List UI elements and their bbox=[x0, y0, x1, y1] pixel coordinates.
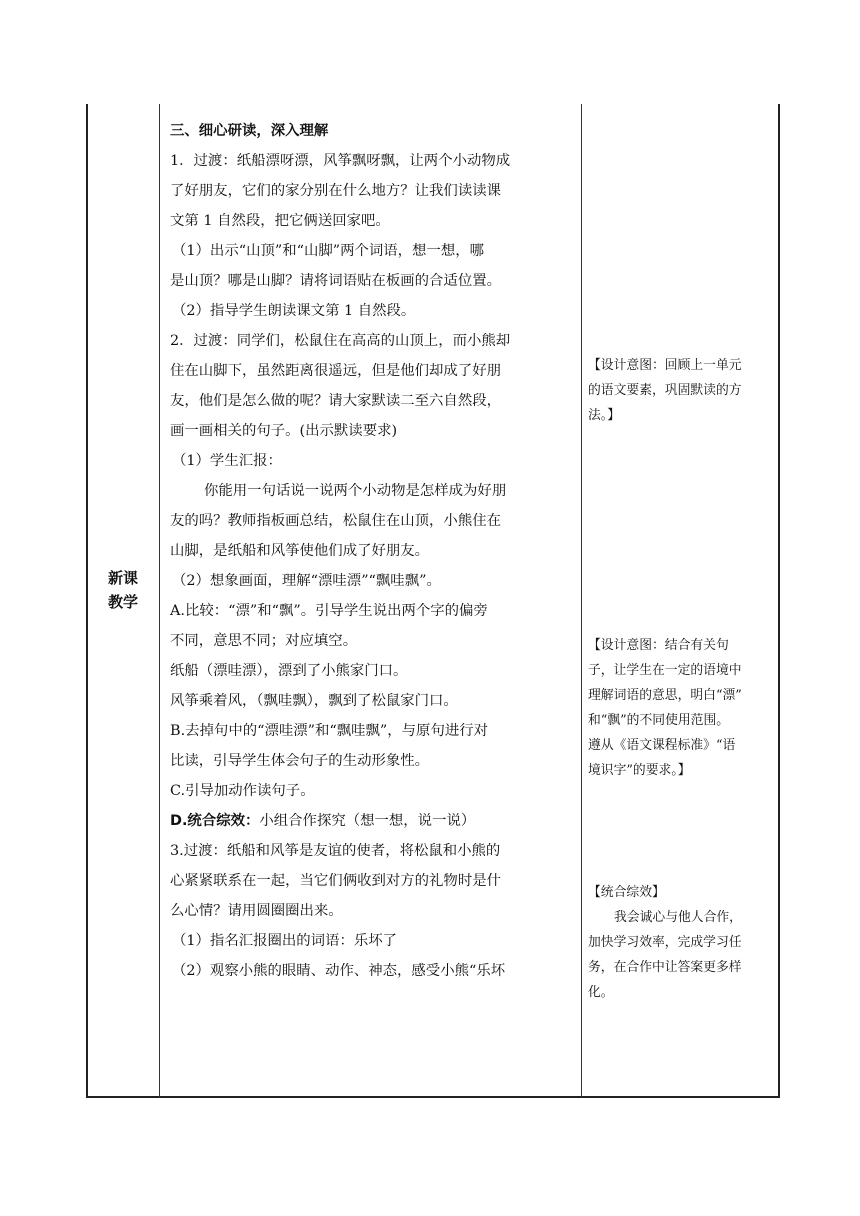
note-line: 我会诚心与他人合作， bbox=[614, 910, 742, 925]
text-line: （1）学生汇报： bbox=[172, 453, 282, 469]
text-line: 友的吗？教师指板画总结，松鼠住在山顶，小熊住在 bbox=[170, 513, 501, 529]
section-label bbox=[88, 566, 158, 614]
text-line: B.去掉句中的“漂哇漂”和“飘哇飘”，与原句进行对 bbox=[170, 723, 489, 739]
note-line: 【设计意图：回顾上一单元 bbox=[588, 358, 742, 373]
design-note-1 bbox=[588, 353, 776, 428]
section-label-line: 教学 bbox=[107, 593, 138, 611]
column-divider bbox=[159, 104, 160, 1098]
text-line: 是山顶？哪是山脚？请将词语贴在板画的合适位置。 bbox=[170, 273, 501, 289]
note-title: 【统合综效】 bbox=[588, 885, 665, 900]
section-label-line: 新课 bbox=[107, 569, 138, 587]
text-line: （1）指名汇报圈出的词语：乐坏了 bbox=[172, 933, 398, 949]
note-line: 化。 bbox=[588, 985, 614, 1000]
note-line: 遵从《语文课程标准》“语 bbox=[588, 738, 736, 753]
bold-prefix: D.统合综效： bbox=[170, 813, 260, 829]
text-line: A.比较：“漂”和“飘”。引导学生说出两个字的偏旁 bbox=[170, 603, 488, 619]
note-line: 加快学习效率，完成学习任 bbox=[588, 935, 742, 950]
text-line: 3.过渡：纸船和风筝是友谊的使者，将松鼠和小熊的 bbox=[170, 843, 501, 859]
note-line: 理解词语的意思，明白“漂” bbox=[588, 688, 742, 703]
main-content bbox=[170, 116, 578, 986]
note-line: 的语文要素，巩固默读的方 bbox=[588, 383, 742, 398]
note-line: 境识字”的要求。】 bbox=[588, 763, 691, 778]
text-line: 2．过渡：同学们，松鼠住在高高的山顶上，而小熊却 bbox=[170, 333, 511, 349]
text-line: 住在山脚下，虽然距离很遥远，但是他们却成了好朋 bbox=[170, 363, 501, 379]
text-span: 小组合作探究（想一想，说一说） bbox=[259, 813, 476, 829]
text-line: C.引导加动作读句子。 bbox=[170, 783, 315, 799]
text-line: 比读，引导学生体会句子的生动形象性。 bbox=[170, 753, 430, 769]
text-line: 了好朋友，它们的家分别在什么地方？让我们读读课 bbox=[170, 183, 501, 199]
note-line: 子，让学生在一定的语境中 bbox=[588, 663, 742, 678]
synergy-note bbox=[588, 880, 776, 1005]
text-line: 纸船（漂哇漂），漂到了小熊家门口。 bbox=[170, 663, 408, 679]
text-line: 友，他们是怎么做的呢？请大家默读二至六自然段， bbox=[170, 393, 501, 409]
text-line: （2）观察小熊的眼睛、动作、神态，感受小熊“乐坏 bbox=[172, 963, 506, 979]
text-line: 不同，意思不同；对应填空。 bbox=[170, 633, 358, 649]
text-line: 画一画相关的句子。(出示默读要求) bbox=[170, 423, 398, 439]
text-line: 文第 1 自然段，把它俩送回家吧。 bbox=[170, 213, 390, 229]
text-line: （2）想象画面，理解“漂哇漂”“飘哇飘”。 bbox=[172, 573, 441, 589]
text-line: 么心情？请用圆圈圈出来。 bbox=[170, 903, 343, 919]
note-line: 法。】 bbox=[588, 408, 620, 423]
text-line: 心紧紧联系在一起，当它们俩收到对方的礼物时是什 bbox=[170, 873, 501, 889]
note-line: 【设计意图：结合有关句 bbox=[588, 638, 729, 653]
text-line: （1）出示“山顶”和“山脚”两个词语，想一想，哪 bbox=[172, 243, 485, 259]
note-line: 和“飘”的不同使用范围。 bbox=[588, 713, 730, 728]
design-note-2 bbox=[588, 633, 776, 783]
text-line: 风筝乘着风，（飘哇飘），飘到了松鼠家门口。 bbox=[170, 693, 458, 709]
text-line: 1．过渡：纸船漂呀漂，风筝飘呀飘，让两个小动物成 bbox=[170, 153, 511, 169]
section-heading: 三、细心研读，深入理解 bbox=[170, 123, 329, 139]
column-divider bbox=[581, 104, 582, 1098]
text-line bbox=[170, 806, 578, 836]
text-line: （2）指导学生朗读课文第 1 自然段。 bbox=[172, 303, 416, 319]
text-line: 你能用一句话说一说两个小动物是怎样成为好朋 bbox=[204, 483, 507, 499]
text-line: 山脚，是纸船和风筝使他们成了好朋友。 bbox=[170, 543, 430, 559]
note-line: 务，在合作中让答案更多样 bbox=[588, 960, 742, 975]
